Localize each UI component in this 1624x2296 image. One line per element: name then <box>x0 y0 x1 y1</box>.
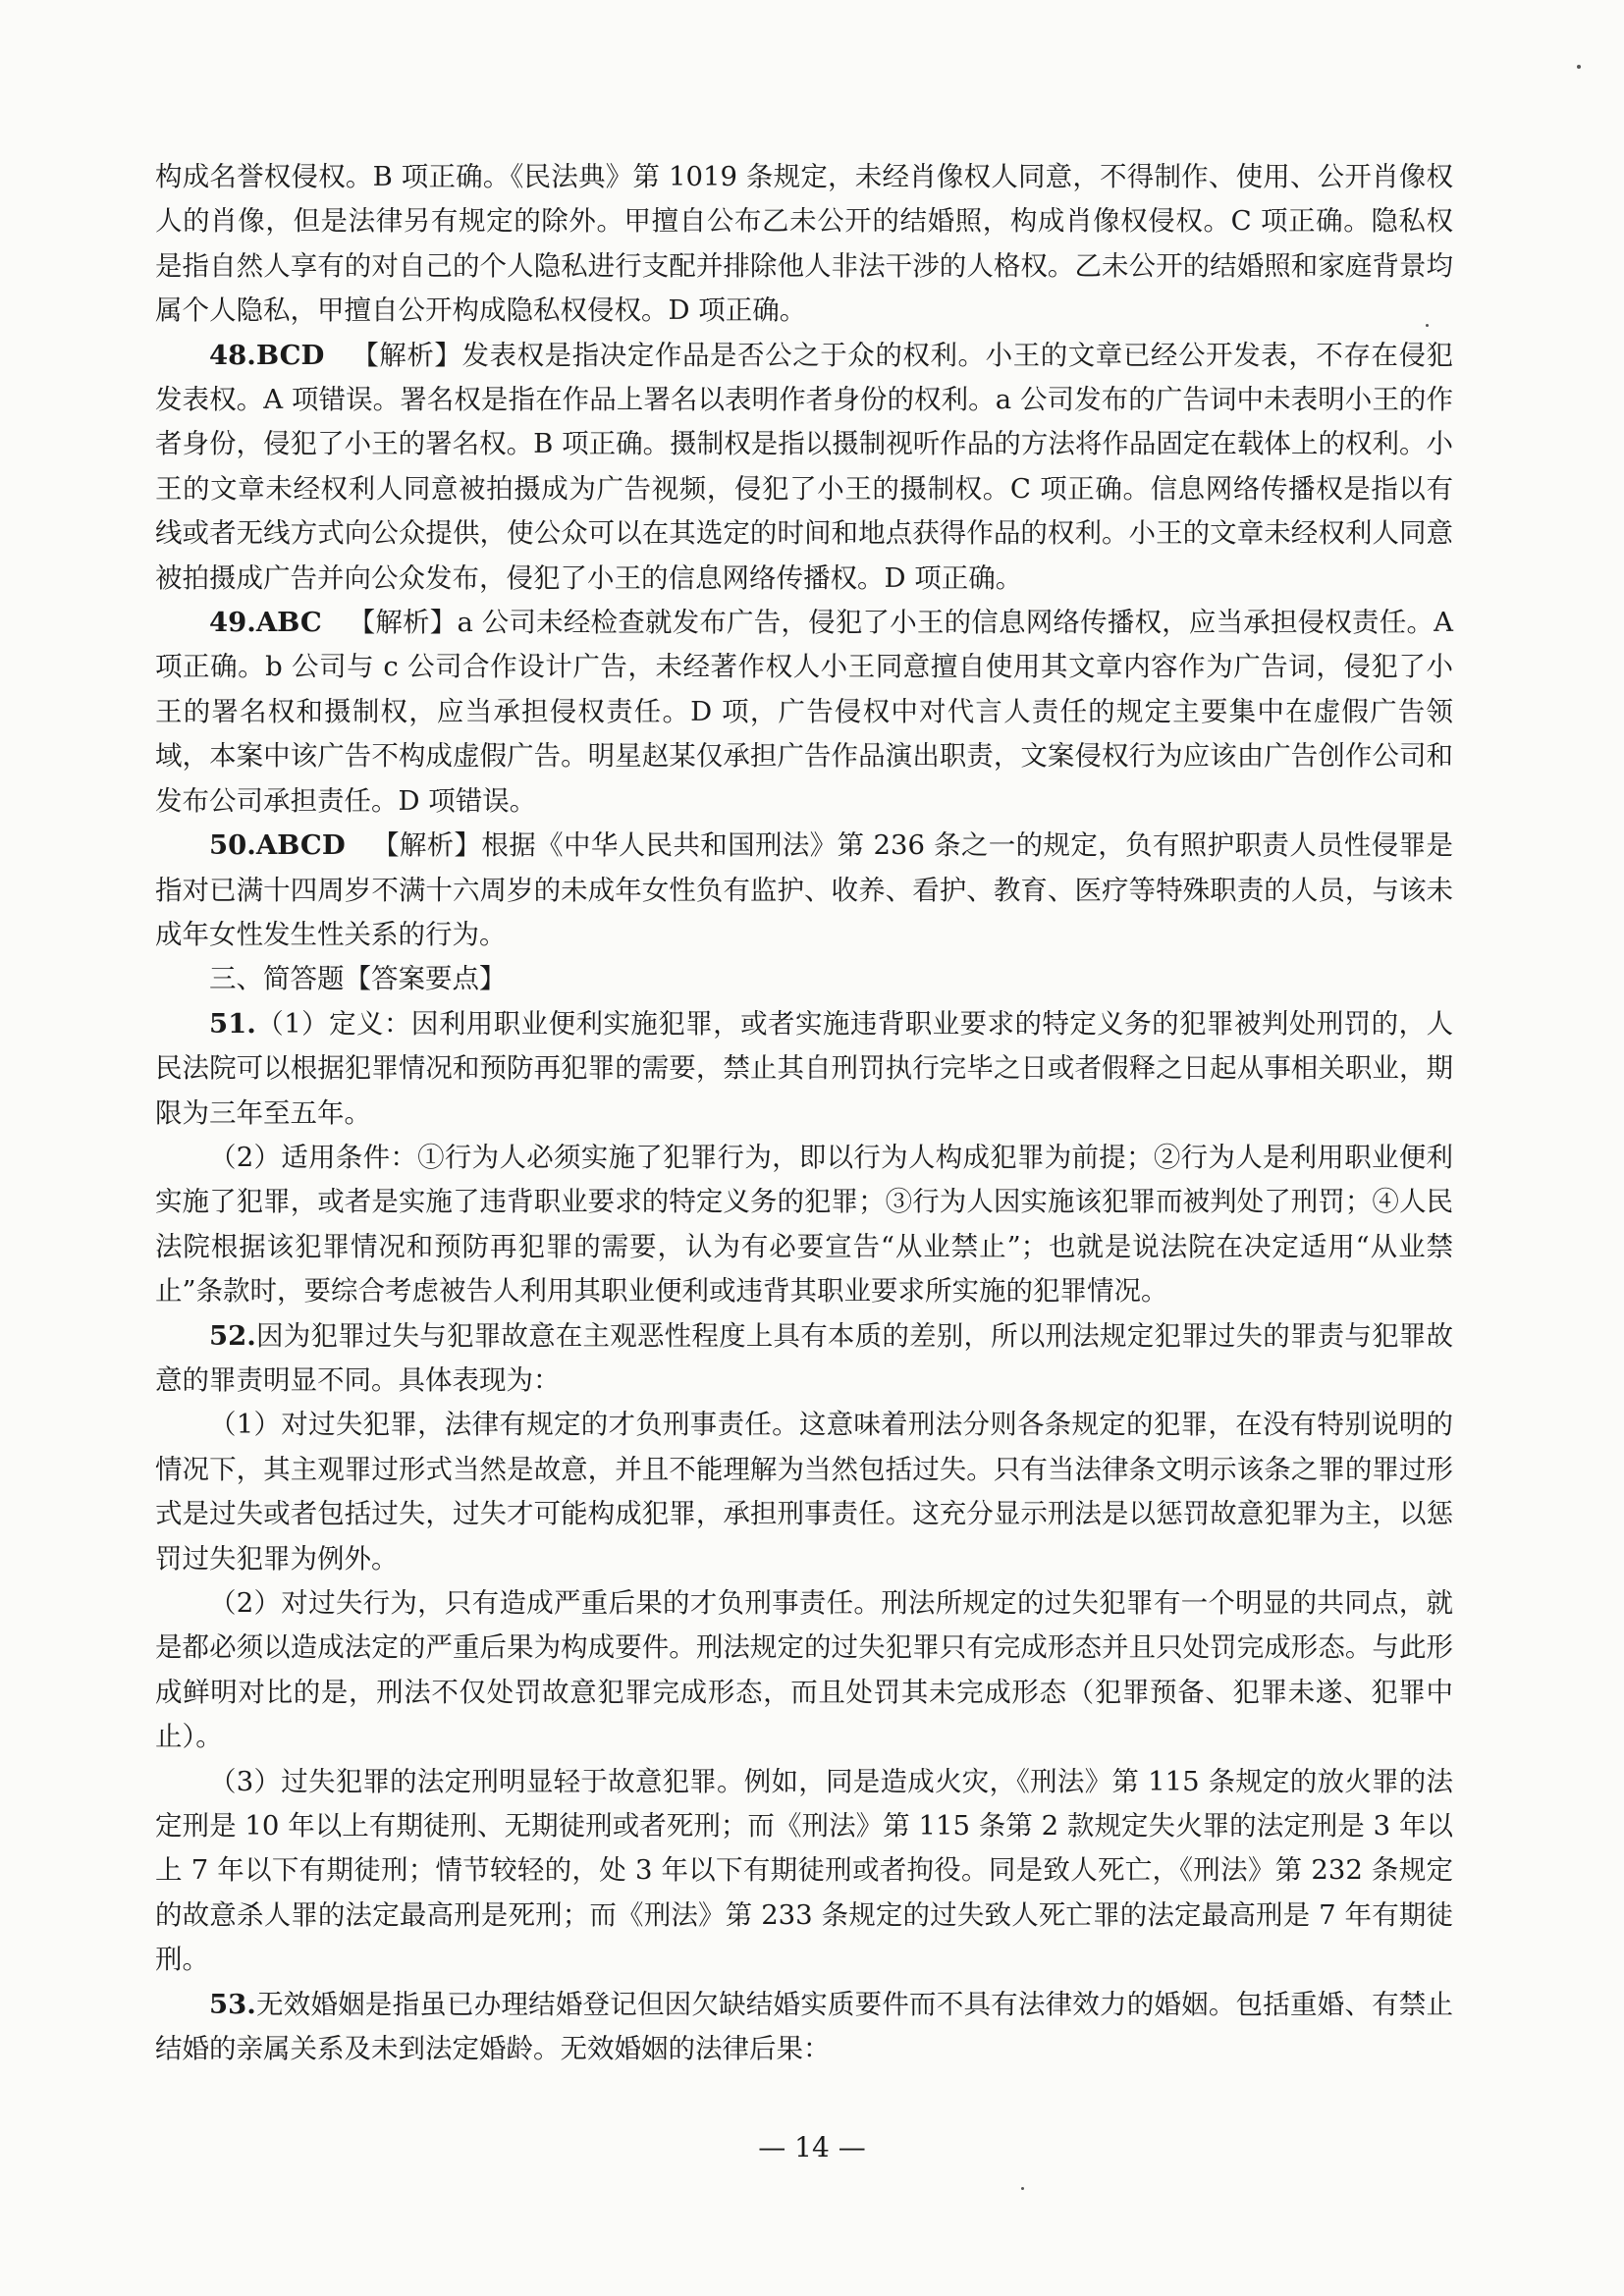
answer-text: 【解析】a 公司未经检查就发布广告，侵犯了小王的信息网络传播权，应当承担侵权责任。A 项正确。b 公司与 c 公司合作设计广告，未经著作权人小王同意擅自使用其文章内容作为广告词，侵犯了小王的署名权和摄制权，应当承担侵权责任。D 项，广告侵权中对代言人责任的规定主要集中在虚假广告领域，本案中该广告不构成虚假广告。明星赵某仅承担广告作品演出职责，文案侵权行为应该由广告创作公司和发布公司承担责任。D 项错误。 <box>155 607 1453 817</box>
answer-51-part-1 <box>155 1002 1453 1136</box>
answer-label: 52. <box>209 1319 256 1352</box>
answer-text: 【解析】发表权是指决定作品是否公之于众的权利。小王的文章已经公开发表，不存在侵犯发表权。A 项错误。署名权是指在作品上署名以表明作者身份的权利。a 公司发布的广告词中未表明小王的作者身份，侵犯了小王的署名权。B 项正确。摄制权是指以摄制视听作品的方法将作品固定在载体上的权利。小王的文章未经权利人同意被拍摄成为广告视频，侵犯了小王的摄制权。C 项正确。信息网络传播权是指以有线或者无线方式向公众提供，使公众可以在其选定的时间和地点获得作品的权利。小王的文章未经权利人同意被拍摄成广告并向公众发布，侵犯了小王的信息网络传播权。D 项正确。 <box>155 339 1453 594</box>
page-number: — 14 — <box>758 2131 866 2163</box>
answer-label: 49.ABC <box>209 607 322 639</box>
answer-text: （1）定义：因利用职业便利实施犯罪，或者实施违背职业要求的特定义务的犯罪被判处刑罚的，人民法院可以根据犯罪情况和预防再犯罪的需要，禁止其自刑罚执行完毕之日或者假释之日起从事相关职业，期限为三年至五年。 <box>155 1007 1453 1129</box>
answer-49 <box>155 601 1453 824</box>
answer-label: 53. <box>209 1988 256 2020</box>
answer-label: 50.ABCD <box>209 829 346 862</box>
scan-speck <box>1426 324 1429 327</box>
answer-text: 【解析】根据《中华人民共和国刑法》第 236 条之一的规定，负有照护职责人员性侵罪是指对已满十四周岁不满十六周岁的未成年女性负有监护、收养、看护、教育、医疗等特殊职责的人员，与该未成年女性发生性关系的行为。 <box>155 829 1453 950</box>
answer-52-part-2: （2）对过失行为，只有造成严重后果的才负刑事责任。刑法所规定的过失犯罪有一个明显的共同点，就是都必须以造成法定的严重后果为构成要件。刑法规定的过失犯罪只有完成形态并且只处罚完成形态。与此形成鲜明对比的是，刑法不仅处罚故意犯罪完成形态，而且处罚其未完成形态（犯罪预备、犯罪未遂、犯罪中止）。 <box>155 1587 1453 1753</box>
answer-52-part-3: （3）过失犯罪的法定刑明显轻于故意犯罪。例如，同是造成火灾，《刑法》第 115 条规定的放火罪的法定刑是 10 年以上有期徒刑、无期徒刑或者死刑；而《刑法》第 115 条第 2 款规定失火罪的法定刑是 3 年以上 7 年以下有期徒刑；情节较轻的，处 3 年以下有期徒刑或者拘役。同是致人死亡，《刑法》第 232 条规定的故意杀人罪的法定最高刑是死刑；而《刑法》第 233 条规定的过失致人死亡罪的法定最高刑是 7 年有期徒刑。 <box>155 1765 1453 1976</box>
section-heading: 三、简答题【答案要点】 <box>209 963 507 995</box>
answer-52-part-1: （1）对过失犯罪，法律有规定的才负刑事责任。这意味着刑法分则各条规定的犯罪，在没有特别说明的情况下，其主观罪过形式当然是故意，并且不能理解为当然包括过失。只有当法律条文明示该条之罪的罪过形式是过失或者包括过失，过失才可能构成犯罪，承担刑事责任。这充分显示刑法是以惩罚故意犯罪为主，以惩罚过失犯罪为例外。 <box>155 1409 1453 1575</box>
answer-52 <box>155 1314 1453 1404</box>
document-page <box>155 155 1453 2071</box>
answer-50 <box>155 824 1453 957</box>
answer-label: 51. <box>209 1007 256 1040</box>
answer-text: 无效婚姻是指虽已办理结婚登记但因欠缺结婚实质要件而不具有法律效力的婚姻。包括重婚、有禁止结婚的亲属关系及未到法定婚龄。无效婚姻的法律后果： <box>155 1988 1453 2065</box>
paragraph-continuation: 构成名誉权侵权。B 项正确。《民法典》第 1019 条规定，未经肖像权人同意，不得制作、使用、公开肖像权人的肖像，但是法律另有规定的除外。甲擅自公布乙未公开的结婚照，构成肖像权侵权。C 项正确。隐私权是指自然人享有的对自己的个人隐私进行支配并排除他人非法干涉的人格权。乙未公开的结婚照和家庭背景均属个人隐私，甲擅自公开构成隐私权侵权。D 项正确。 <box>155 161 1453 327</box>
answer-48 <box>155 334 1453 601</box>
scan-speck <box>1577 65 1581 69</box>
scan-speck <box>1021 2187 1024 2190</box>
answer-53 <box>155 1983 1453 2072</box>
answer-51-part-2: （2）适用条件：①行为人必须实施了犯罪行为，即以行为人构成犯罪为前提；②行为人是利用职业便利实施了犯罪，或者是实施了违背职业要求的特定义务的犯罪；③行为人因实施该犯罪而被判处了刑罚；④人民法院根据该犯罪情况和预防再犯罪的需要，认为有必要宣告“从业禁止”；也就是说法院在决定适用“从业禁止”条款时，要综合考虑被告人利用其职业便利或违背其职业要求所实施的犯罪情况。 <box>155 1141 1453 1308</box>
answer-label: 48.BCD <box>209 339 325 371</box>
answer-text: 因为犯罪过失与犯罪故意在主观恶性程度上具有本质的差别，所以刑法规定犯罪过失的罪责与犯罪故意的罪责明显不同。具体表现为： <box>155 1319 1453 1396</box>
